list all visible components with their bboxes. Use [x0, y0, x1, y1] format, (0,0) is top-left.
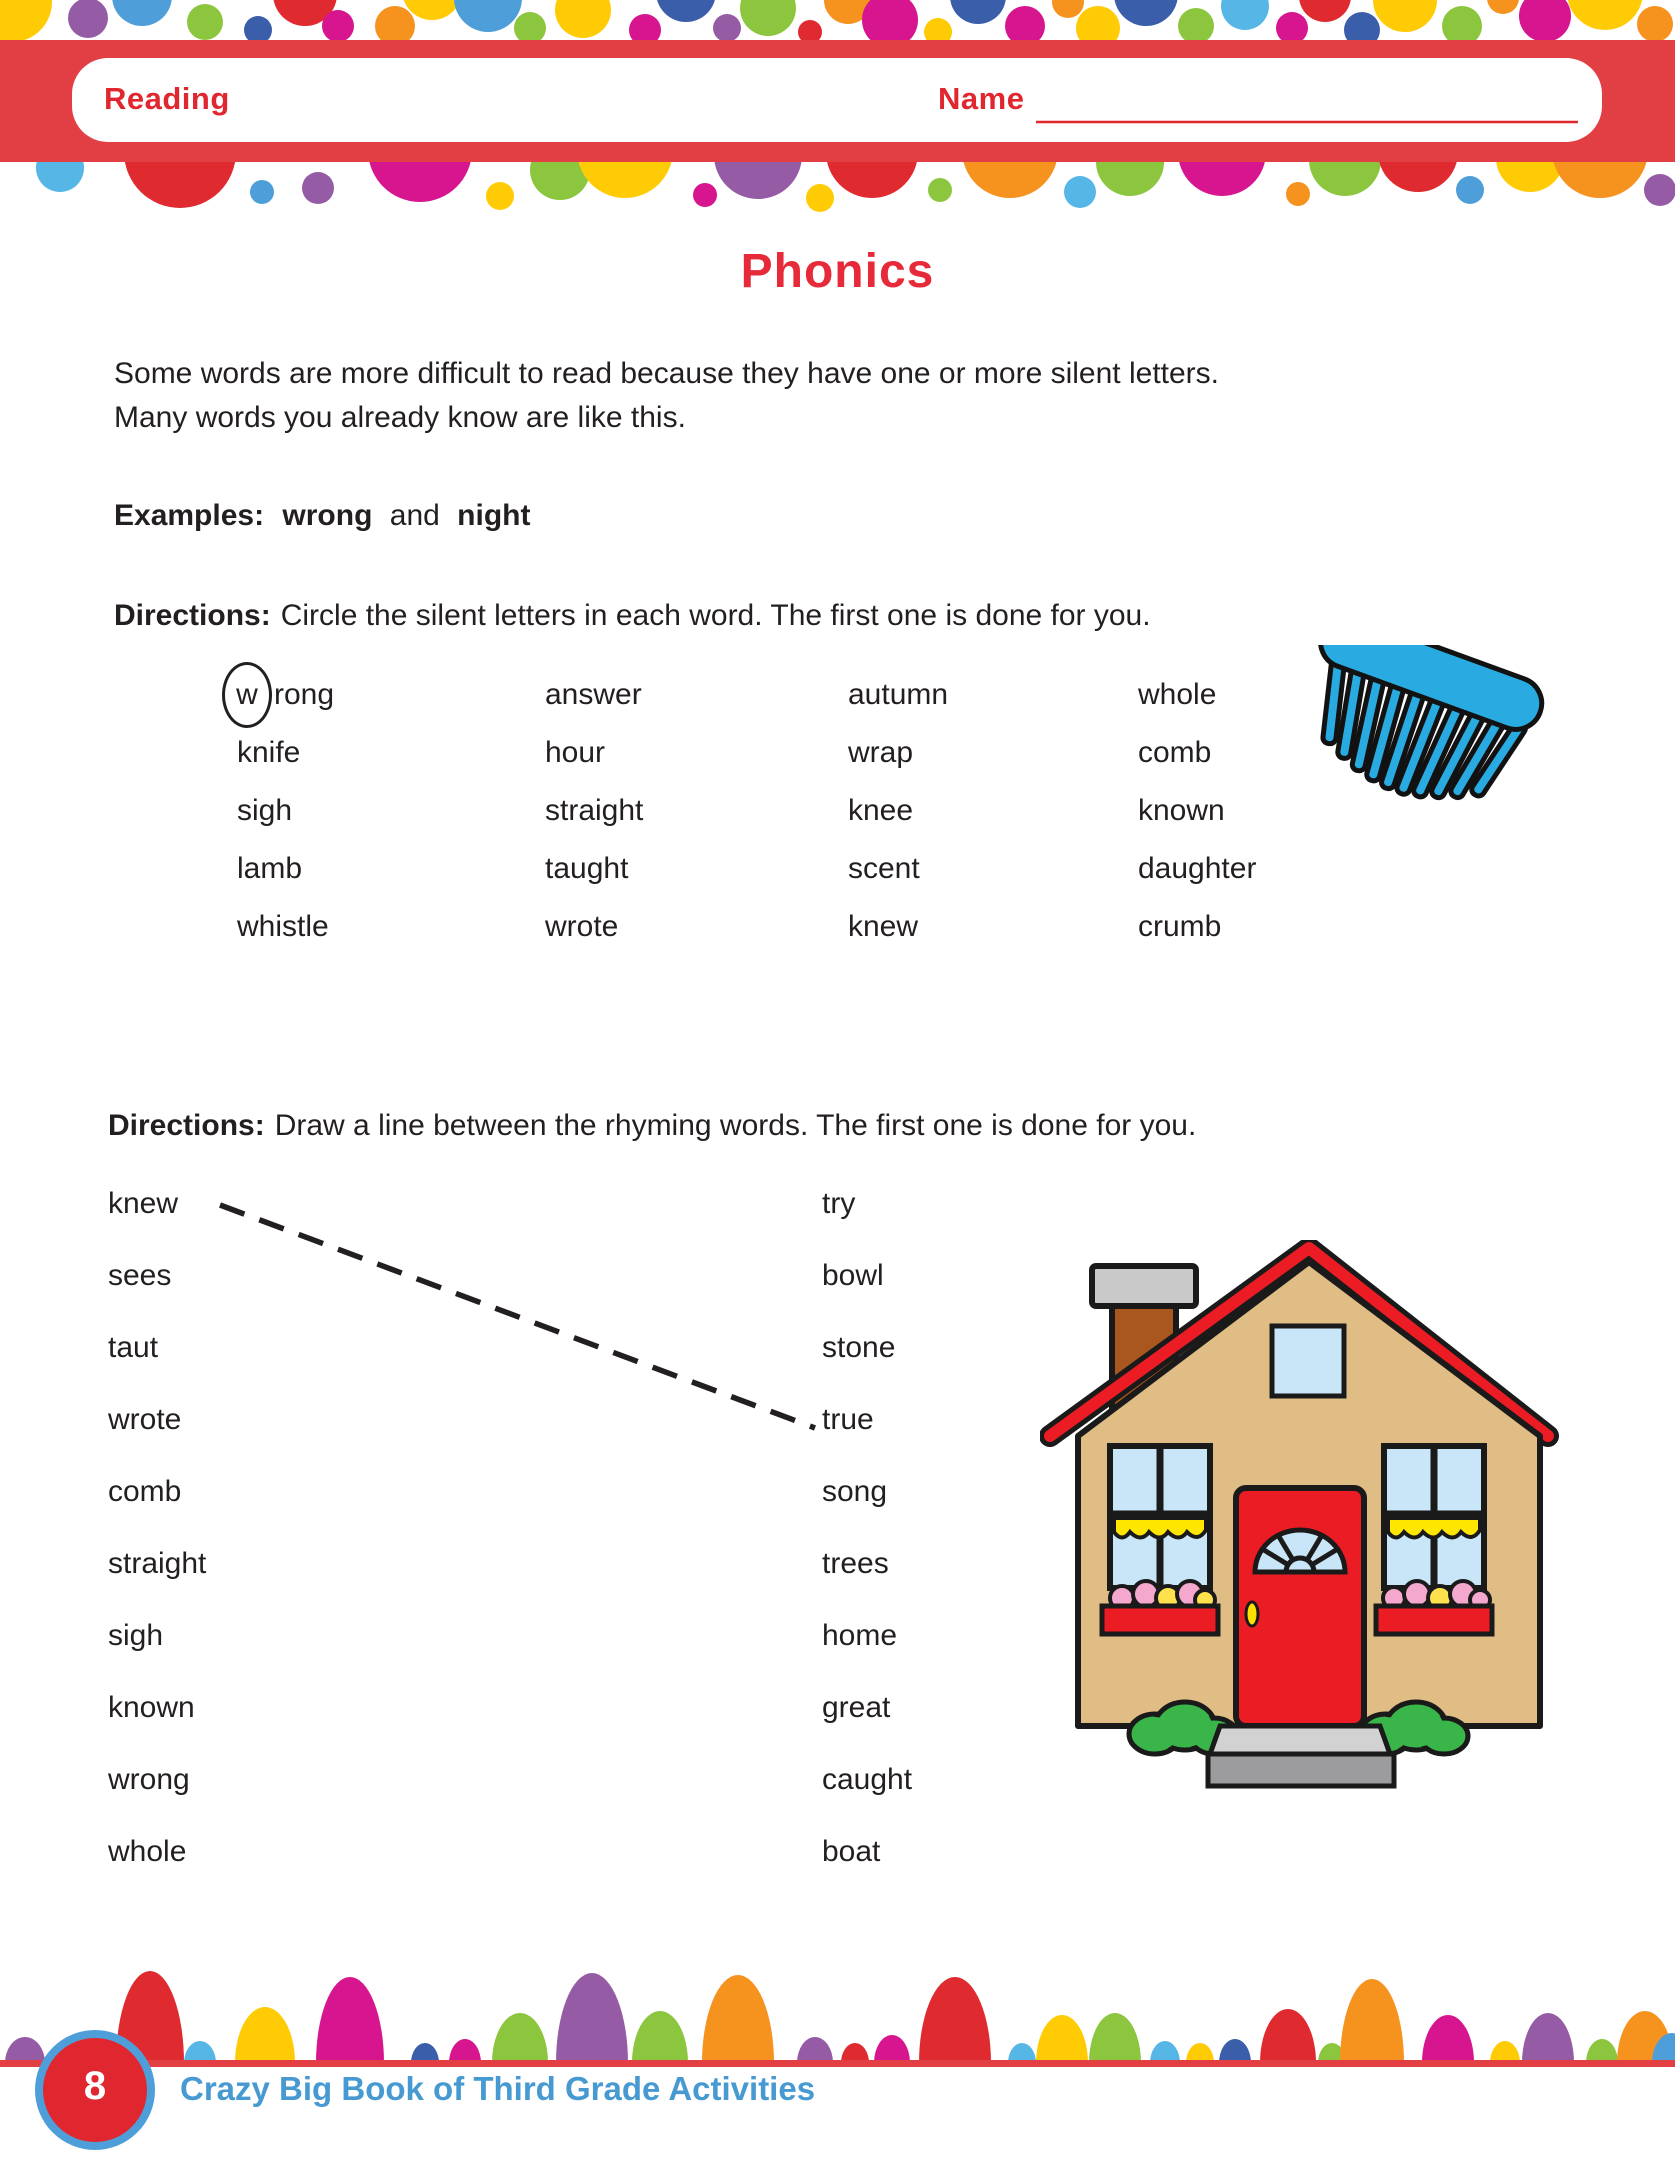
directions-label-1: Directions: [114, 599, 271, 632]
polka-dot-footer-border [0, 1950, 1675, 2175]
grid-word: taught [545, 852, 629, 885]
name-label: Name [938, 81, 1025, 116]
rhyme-word: true [822, 1403, 874, 1436]
grid-word: known [1138, 794, 1225, 827]
examples-line [114, 499, 530, 533]
circled-word-remainder: rong [274, 678, 335, 711]
grid-word: crumb [1138, 910, 1222, 943]
rhyme-word: straight [108, 1547, 207, 1580]
example-word-1: wrong [282, 499, 373, 532]
silent-words-column-3 [848, 666, 948, 956]
activity2-directions [108, 1109, 1568, 1143]
rhyme-word: home [822, 1619, 898, 1652]
house-window-left [1102, 1446, 1218, 1634]
word-wrong-circled [222, 666, 334, 724]
directions-label-2: Directions: [108, 1109, 265, 1142]
rhyme-word: sigh [108, 1619, 164, 1652]
house-window-right [1376, 1446, 1492, 1634]
rhyme-word: stone [822, 1331, 896, 1364]
answer-circle [222, 662, 272, 728]
circled-letter: w [236, 678, 258, 711]
rhyme-word: taut [108, 1331, 159, 1364]
grid-word: whistle [237, 910, 329, 943]
answer-dashed-line [190, 1180, 850, 1450]
header-white-panel [72, 58, 1602, 142]
rhyme-word: whole [108, 1835, 187, 1868]
polka-dot-header-border [0, 0, 1675, 232]
grid-word: wrote [545, 910, 619, 943]
intro-paragraph [114, 352, 1574, 440]
example-word-2: night [457, 499, 531, 532]
grid-word: knife [237, 736, 301, 769]
grid-word: knew [848, 910, 919, 943]
rhyme-word: song [822, 1475, 888, 1508]
grid-word: answer [545, 678, 642, 711]
grid-word: wrap [848, 736, 914, 769]
grid-word: comb [1138, 736, 1212, 769]
rhyme-word: wrong [108, 1763, 190, 1796]
rhyme-word: known [108, 1691, 195, 1724]
grid-word: sigh [237, 794, 293, 827]
comb-icon [1300, 645, 1580, 895]
directions-text-2: Draw a line between the rhyming words. The first one is done for you. [274, 1109, 1197, 1142]
silent-words-column-2 [545, 666, 643, 956]
house-door [1236, 1488, 1364, 1726]
grid-word: whole [1138, 678, 1217, 711]
activity1-directions [114, 599, 1574, 633]
rhyme-word: knew [108, 1187, 179, 1220]
rhyme-word: comb [108, 1475, 182, 1508]
book-title: Crazy Big Book of Third Grade Activities [180, 2070, 816, 2107]
rhyme-word: wrote [108, 1403, 182, 1436]
silent-words-column-4 [1138, 666, 1256, 956]
page-number: 8 [83, 2064, 107, 2108]
rhyme-word: bowl [822, 1259, 884, 1292]
grid-word: lamb [237, 852, 303, 885]
rhyme-word: caught [822, 1763, 913, 1796]
directions-text-1: Circle the silent letters in each word. The first one is done for you. [280, 599, 1151, 632]
silent-words-column-1 [222, 666, 334, 956]
rhyme-word: boat [822, 1835, 881, 1868]
examples-label: Examples: [114, 499, 265, 532]
house-icon [1040, 1240, 1560, 1800]
examples-connector: and [389, 499, 440, 532]
intro-line-1: Some words are more difficult to read because they have one or more silent letters. [114, 357, 1220, 390]
grid-word: daughter [1138, 852, 1257, 885]
rhyme-word: trees [822, 1547, 889, 1580]
grid-word: autumn [848, 678, 949, 711]
grid-word: knee [848, 794, 914, 827]
grid-word: straight [545, 794, 644, 827]
grid-word: hour [545, 736, 606, 769]
rhyme-word: great [822, 1691, 891, 1724]
rhyme-word: try [822, 1187, 856, 1220]
subject-label: Reading [104, 81, 230, 116]
rhyme-word: sees [108, 1259, 172, 1292]
footer-red-line [0, 2060, 1675, 2067]
intro-line-2: Many words you already know are like this. [114, 401, 686, 434]
grid-word: scent [848, 852, 920, 885]
page-title: Phonics [740, 245, 935, 298]
